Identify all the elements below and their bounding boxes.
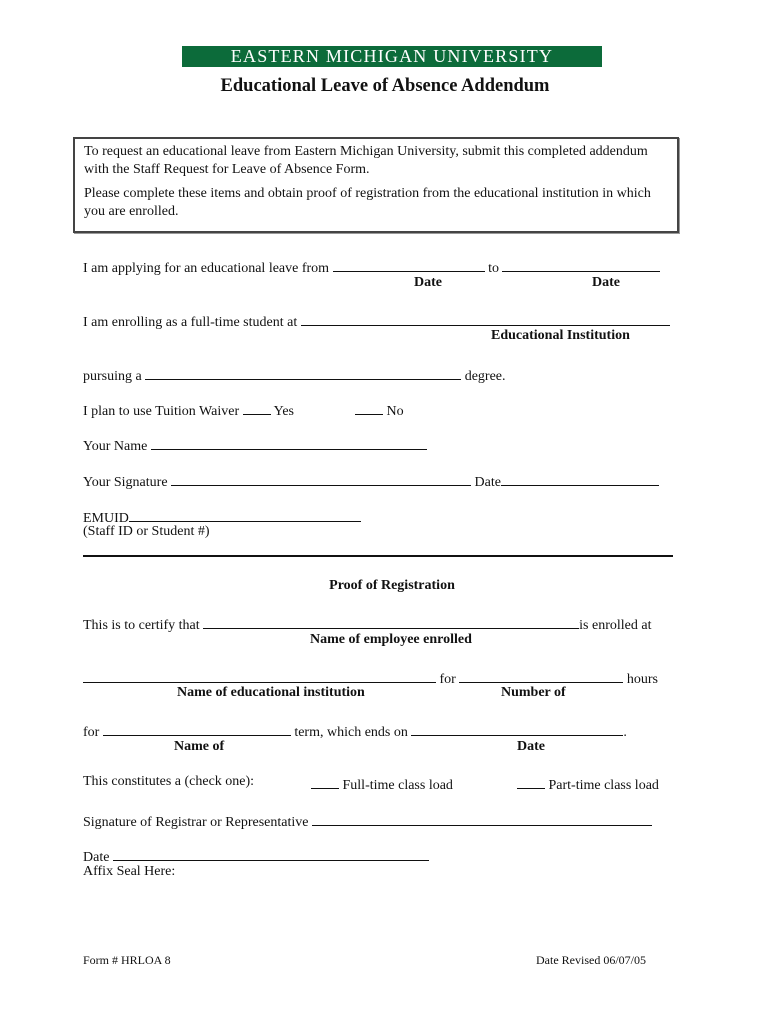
educational-institution-field[interactable] [83, 668, 436, 683]
institution-field[interactable] [301, 311, 670, 326]
constitutes-label: This constitutes a (check one): [83, 774, 255, 789]
full-time-checkbox[interactable] [311, 774, 339, 789]
leave-dates-row [83, 257, 660, 277]
certify-row [83, 614, 651, 634]
section-divider [83, 555, 673, 557]
term-date-caption: Date [517, 739, 545, 754]
emuid-label: EMUID [83, 511, 129, 526]
term-name-field[interactable] [103, 721, 291, 736]
university-logo: EASTERN MICHIGAN UNIVERSITY [182, 46, 602, 67]
start-date-caption: Date [414, 275, 442, 290]
instructions-para-2: Please complete these items and obtain proof of registration from the educational institution in which you are enrolled. [84, 186, 651, 219]
your-signature-field[interactable] [171, 471, 471, 486]
employee-name-field[interactable] [203, 614, 579, 629]
term-period: . [623, 725, 627, 740]
emuid-field[interactable] [129, 507, 361, 522]
signature-date-label: Date [474, 475, 501, 490]
tuition-no-checkbox[interactable] [355, 400, 383, 415]
enrolled-at-label: is enrolled at [579, 618, 652, 633]
registrar-signature-row [83, 811, 652, 831]
degree-label: degree. [464, 369, 506, 384]
your-name-field[interactable] [151, 435, 427, 450]
degree-row [83, 365, 506, 385]
instructions-para-1: To request an educational leave from Eastern Michigan University, submit this completed addendum with the Staff Request for Leave of Absence Form. [84, 144, 648, 177]
hours-field[interactable] [459, 668, 623, 683]
number-of-caption: Number of [501, 685, 566, 700]
part-time-label: Part-time class load [548, 778, 659, 793]
registrar-date-row [83, 846, 429, 866]
full-time-label: Full-time class load [342, 778, 453, 793]
page-title: Educational Leave of Absence Addendum [220, 76, 550, 96]
emuid-note: (Staff ID or Student #) [83, 524, 210, 539]
employee-name-caption: Name of employee enrolled [310, 632, 472, 647]
institution-name-caption: Name of educational institution [177, 685, 365, 700]
institution-caption: Educational Institution [491, 328, 630, 343]
part-time-checkbox[interactable] [517, 774, 545, 789]
term-row [83, 721, 627, 741]
term-end-date-field[interactable] [411, 721, 623, 736]
degree-field[interactable] [145, 365, 461, 380]
your-signature-label: Your Signature [83, 475, 168, 490]
tuition-yes-label: Yes [273, 404, 294, 419]
enrolling-label: I am enrolling as a full-time student at [83, 315, 298, 330]
leave-start-date-field[interactable] [333, 257, 485, 272]
tuition-no-label: No [386, 404, 404, 419]
registrar-signature-field[interactable] [312, 811, 652, 826]
signature-date-field[interactable] [501, 471, 659, 486]
leave-end-date-field[interactable] [502, 257, 660, 272]
term-label: term, which ends on [294, 725, 408, 740]
tuition-waiver-label: I plan to use Tuition Waiver [83, 404, 240, 419]
your-name-label: Your Name [83, 439, 148, 454]
leave-to-label: to [488, 261, 499, 276]
form-number: Form # HRLOA 8 [83, 953, 171, 967]
registrar-date-field[interactable] [113, 846, 429, 861]
name-row [83, 435, 427, 455]
for-label-1: for [439, 672, 456, 687]
affix-seal-label: Affix Seal Here: [83, 864, 176, 879]
tuition-no-row [355, 400, 404, 420]
registrar-signature-label: Signature of Registrar or Representative [83, 815, 309, 830]
part-time-option [517, 774, 659, 794]
for-label-2: for [83, 725, 100, 740]
registrar-date-label: Date [83, 850, 110, 865]
certify-label: This is to certify that [83, 618, 200, 633]
pursuing-label: pursuing a [83, 369, 142, 384]
hours-label: hours [626, 672, 658, 687]
end-date-caption: Date [592, 275, 620, 290]
institution-hours-row [83, 668, 658, 688]
date-revised: Date Revised 06/07/05 [536, 953, 646, 967]
full-time-option [311, 774, 453, 794]
tuition-yes-checkbox[interactable] [243, 400, 271, 415]
instructions-box [73, 137, 679, 233]
leave-from-label: I am applying for an educational leave from [83, 261, 330, 276]
proof-heading: Proof of Registration [329, 578, 455, 593]
signature-row [83, 471, 659, 491]
term-name-caption: Name of [174, 739, 225, 754]
tuition-waiver-row [83, 400, 294, 420]
